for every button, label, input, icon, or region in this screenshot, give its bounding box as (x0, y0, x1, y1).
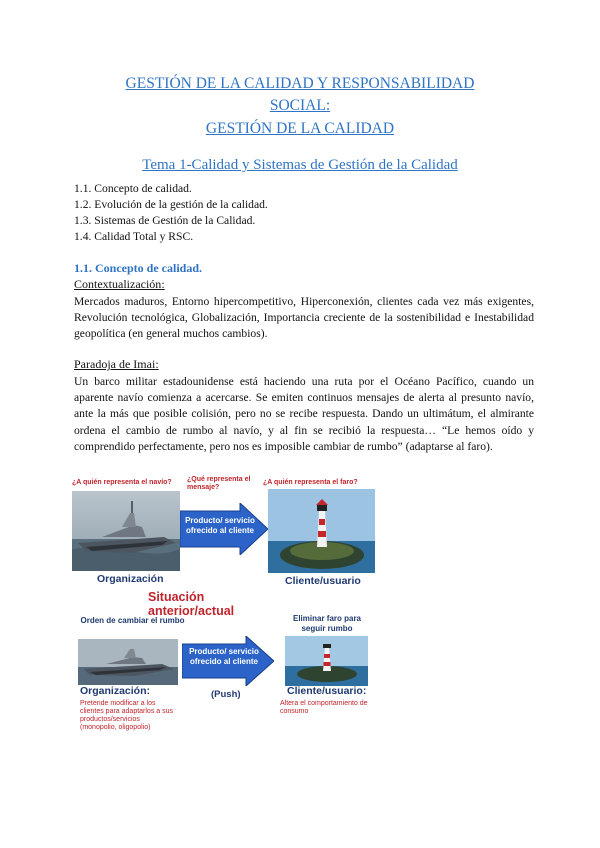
context-paragraph: Mercados maduros, Entorno hipercompetitivo, Hiperconexión, clientes cada vez más exigentes, Revolución tecnológica, Globalización, Importancia creciente de la sostenibilidad e Inestabilidad geopolítica (en general muchos cambios). (74, 295, 534, 341)
question-mensaje: ¿Qué representa el mensaje? (187, 476, 251, 491)
lighthouse-photo (268, 489, 375, 573)
push-label: (Push) (211, 689, 241, 700)
doc-title-line2: SOCIAL: (269, 97, 331, 114)
client-description: Altera el comportamiento de consumo (280, 700, 368, 715)
org-label-bottom: Organización: (80, 685, 151, 697)
toc-item: 1.4. Calidad Total y RSC. (74, 230, 194, 243)
doc-title-line3: GESTIÓN DE LA CALIDAD (205, 120, 395, 137)
lighthouse-photo-small (285, 636, 368, 686)
question-faro: ¿A quién representa el faro? (263, 479, 358, 486)
imai-label: Paradoja de Imai (74, 357, 156, 371)
situation-heading: Situación anterior/actual (148, 590, 235, 618)
doc-title-line1: GESTIÓN DE LA CALIDAD Y RESPONSABILIDAD (125, 75, 475, 92)
imai-paragraph: Un barco militar estadounidense está haciendo una ruta por el Océano Pacífico, cuando un aparente navío comienza a acercarse. Se emiten continuos mensajes de alerta al presunto navío, ante la más que posible colisión, pero no se recibe respuesta. Dando un ultimátum, el almirante ordena el cambio de rumbo al navío, y al fin se recibió la respuesta… “Le hemos oído y comprendido perfectamente, pero nos es imposible cambiar de rumbo” (adaptarse al faro). (74, 375, 534, 453)
question-navio: ¿A quién representa el navío? (72, 479, 172, 486)
remove-lighthouse-label: Eliminar faro para seguir rumbo (292, 614, 362, 633)
imai-label-row: Paradoja de Imai: (74, 357, 159, 371)
section-heading: 1.1. Concepto de calidad. (74, 261, 203, 275)
org-description: Pretende modificar a los clientes para adaptarlos a sus productos/servicios (monopolio, oligopolio) (80, 700, 173, 731)
toc-item: 1.3. Sistemas de Gestión de la Calidad. (74, 214, 256, 227)
warship-photo-small (78, 639, 178, 685)
context-label-row: Contextualización: (74, 277, 165, 291)
toc-item: 1.2. Evolución de la gestión de la calidad. (74, 198, 268, 211)
client-label-top: Cliente/usuario (285, 575, 361, 587)
client-label-bottom: Cliente/usuario: (287, 685, 367, 697)
arrow-top-label: Producto/ servicio ofrecido al cliente (185, 516, 255, 535)
context-label: Contextualización (74, 277, 162, 291)
org-label-top: Organización (97, 573, 164, 585)
toc-item: 1.1. Concepto de calidad. (74, 182, 192, 195)
arrow-bottom-label: Producto/ servicio ofrecido al cliente (189, 647, 259, 666)
order-change-label: Orden de cambiar el rumbo (80, 616, 185, 625)
warship-photo (72, 491, 180, 571)
table-of-contents (74, 181, 268, 245)
topic-heading: Tema 1-Calidad y Sistemas de Gestión de la Calidad (142, 157, 458, 173)
